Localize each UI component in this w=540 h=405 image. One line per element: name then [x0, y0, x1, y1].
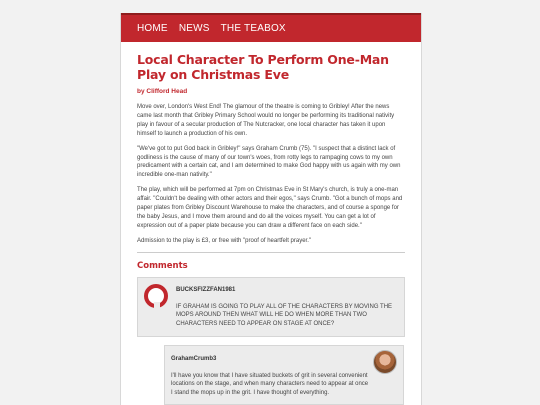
nav-news-link[interactable]: NEWS — [178, 23, 210, 34]
divider — [137, 252, 405, 253]
user-photo-avatar — [373, 350, 397, 374]
comment-text: I'll have you know that I have situated buckets of grit in several convenient locations on the stage, and when many characters need to appear at once I stand the mops up in the grit. I have thought of everything. — [171, 372, 369, 397]
page-container — [120, 13, 422, 405]
comment-text: IF GRAHAM IS GOING TO PLAY ALL OF THE CHARACTERS BY MOVING THE MOPS AROUND THEN WHAT WILL HE DO WHEN MORE THAN TWO CHARACTERS NEED TO APPEAR ON STAGE AT ONCE? — [176, 303, 393, 328]
nav-home-link[interactable]: HOME — [137, 23, 168, 34]
article-title: Local Character To Perform One-Man Play on Christmas Eve — [137, 52, 389, 82]
article-paragraph-2: "We've got to put God back in Gribley!" says Graham Crumb (75). "I suspect that a distinct lack of godliness is the cause of many of our town's woes, from rotty legs to rampaging cows to my own predicament with a certain cat, and I am determined to make God happy with us again with my own incredible one-man nativity." — [137, 145, 401, 179]
article-paragraph-1: Move over, London's West End! The glamour of the theatre is coming to Gribley! After the news came last month that Gribley Primary School would no longer be performing its traditional nativity play in favour of a secular production of The Nutcracker, one local character has taken it upon himself to launch a production of his own. — [137, 104, 395, 137]
comment — [137, 277, 405, 337]
article-content — [121, 42, 421, 405]
nav-teabox-link[interactable]: THE TEABOX — [220, 23, 286, 34]
article-paragraph-3: The play, which will be performed at 7pm on Christmas Eve in St Mary's church, is truly a one-man affair. "Couldn't be dealing with other actors and their egos," says Crumb. "Got a bunch of mops and paper plates from Gribley Discount Warehouse to make the characters, and of course a sponge for the baby Jesus, and I move them around and do all the voices myself. You can get a lot of expression out of a paper plate because you can draw a different face on each side." — [137, 187, 403, 229]
article-paragraph-4: Admission to the play is £3, or free with "proof of heartfelt prayer." — [137, 237, 312, 244]
comment-author: BUCKSFIZZFAN1981 — [176, 286, 236, 293]
comment-reply — [164, 345, 404, 405]
comment-author: GrahamCrumb3 — [171, 355, 217, 362]
article-byline: by Clifford Head — [137, 88, 188, 95]
main-nav — [121, 13, 421, 42]
comments-heading: Comments — [137, 260, 188, 271]
